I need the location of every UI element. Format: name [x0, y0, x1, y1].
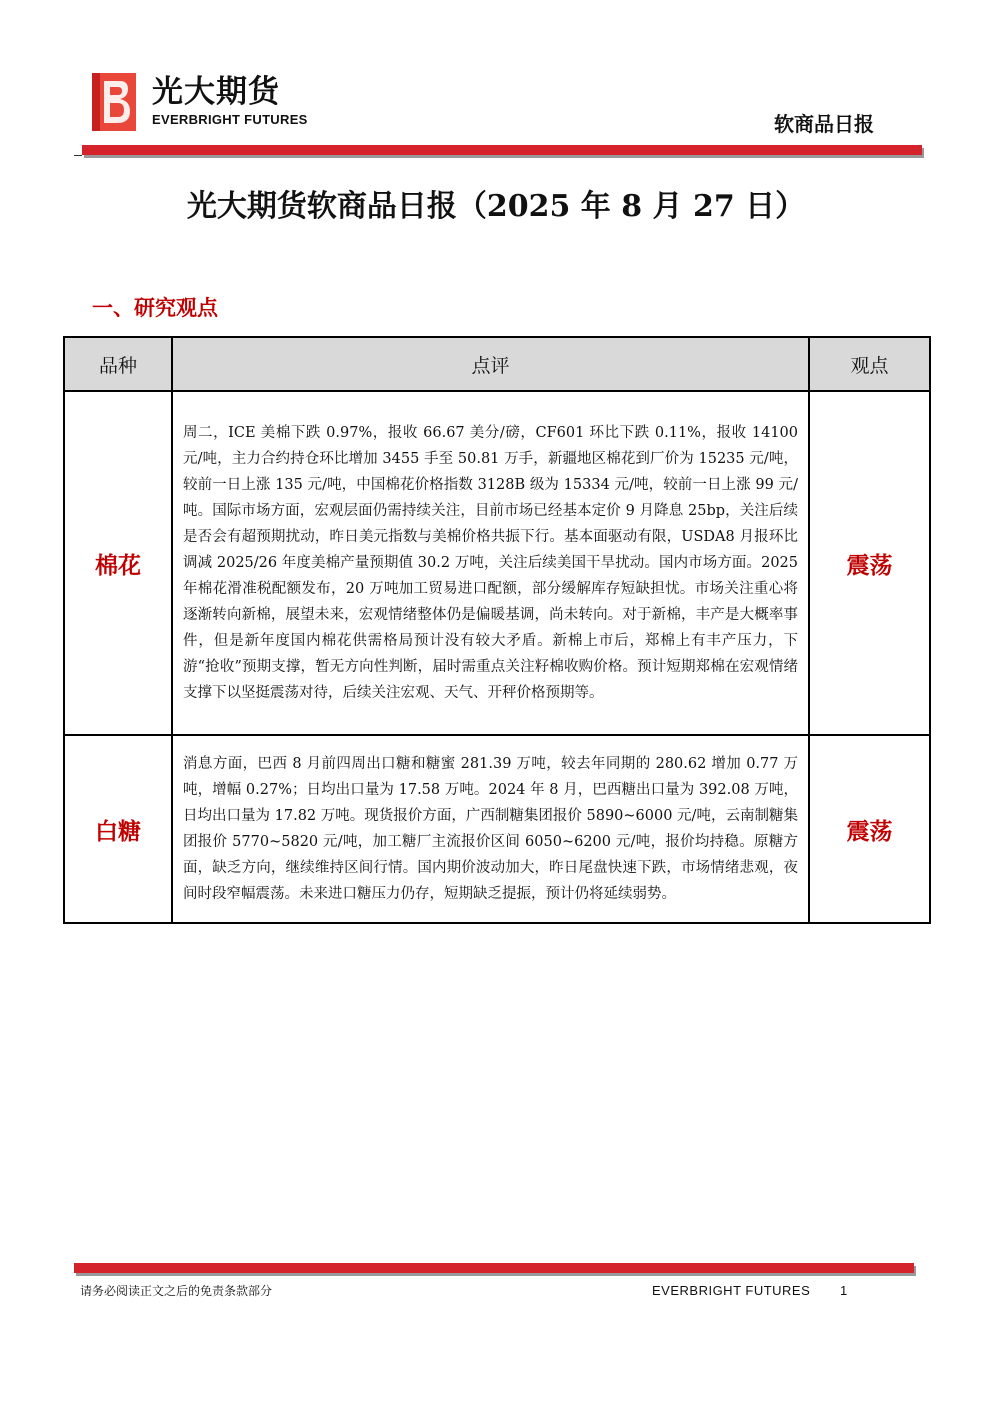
column-header-view: 观点	[809, 337, 930, 391]
everbright-logo-icon	[92, 73, 136, 131]
variety-cell: 白糖	[64, 735, 172, 923]
footer-disclaimer: 请务必阅读正文之后的免责条款部分	[80, 1284, 273, 1298]
footer-divider	[74, 1263, 914, 1273]
column-header-comment: 点评	[172, 337, 809, 391]
comment-cell: 周二，ICE 美棉下跌 0.97%，报收 66.67 美分/磅，CF601 环比下跌 0.11%，报收 14100 元/吨，主力合约持仓环比增加 3455 手至 50.81 万手，新疆地区棉花到厂价为 15235 元/吨，较前一日上涨 135 元/吨，中国棉花价格指数 3128B 级为 15334 元/吨，较前一日上涨 99 元/吨。国际市场方面，宏观层面仍需持续关注，目前市场已经基本定价 9 月降息 25bp，关注后续是否会有超预期扰动，昨日美元指数与美棉价格共振下行。基本面驱动有限，USDA8 月报环比调减 2025/26 年度美棉产量预期值 30.2 万吨，关注后续美国干旱扰动。国内市场方面。2025 年棉花滑准税配额发布，20 万吨加工贸易进口配额，部分缓解库存短缺担忧。市场关注重心将逐渐转向新棉，展望未来，宏观情绪整体仍是偏暖基调，尚未转向。对于新棉，丰产是大概率事件，但是新年度国内棉花供需格局预计没有较大矛盾。新棉上市后，郑棉上有丰产压力，下游“抢收”预期支撑，暂无方向性判断，届时需重点关注籽棉收购价格。预计短期郑棉在宏观情绪支撑下以坚挺震荡对待，后续关注宏观、天气、开秤价格预期等。	[172, 391, 809, 735]
document-title: 光大期货软商品日报（2025 年 8 月 27 日）	[186, 189, 806, 224]
footer-brand: EVERBRIGHT FUTURES	[652, 1283, 811, 1298]
logo-english-name: EVERBRIGHT FUTURES	[152, 112, 308, 127]
research-view-table	[63, 336, 931, 924]
table-header-row	[64, 337, 930, 391]
column-header-variety: 品种	[64, 337, 172, 391]
page-number: 1	[840, 1283, 848, 1298]
comment-cell: 消息方面，巴西 8 月前四周出口糖和糖蜜 281.39 万吨，较去年同期的 280.62 增加 0.77 万吨，增幅 0.27%；日均出口量为 17.58 万吨。2024 年 8 月，巴西糖出口量为 392.08 万吨，日均出口量为 17.82 万吨。现货报价方面，广西制糖集团报价 5890~6000 元/吨，云南制糖集团报价 5770~5820 元/吨，加工糖厂主流报价区间 6050~6200 元/吨，报价均持稳。原糖方面，缺乏方向，继续维持区间行情。国内期价波动加大，昨日尾盘快速下跌，市场情绪悲观，夜间时段窄幅震荡。未来进口糖压力仍存，短期缺乏提振，预计仍将延续弱势。	[172, 735, 809, 923]
report-type-label: 软商品日报	[774, 112, 874, 136]
view-cell: 震荡	[809, 735, 930, 923]
view-cell: 震荡	[809, 391, 930, 735]
table-row	[64, 735, 930, 923]
section-heading: 一、研究观点	[92, 295, 218, 320]
logo-chinese-name: 光大期货	[152, 74, 280, 110]
header-divider-left	[74, 155, 82, 156]
header-divider	[82, 145, 922, 155]
variety-cell: 棉花	[64, 391, 172, 735]
table-row	[64, 391, 930, 735]
